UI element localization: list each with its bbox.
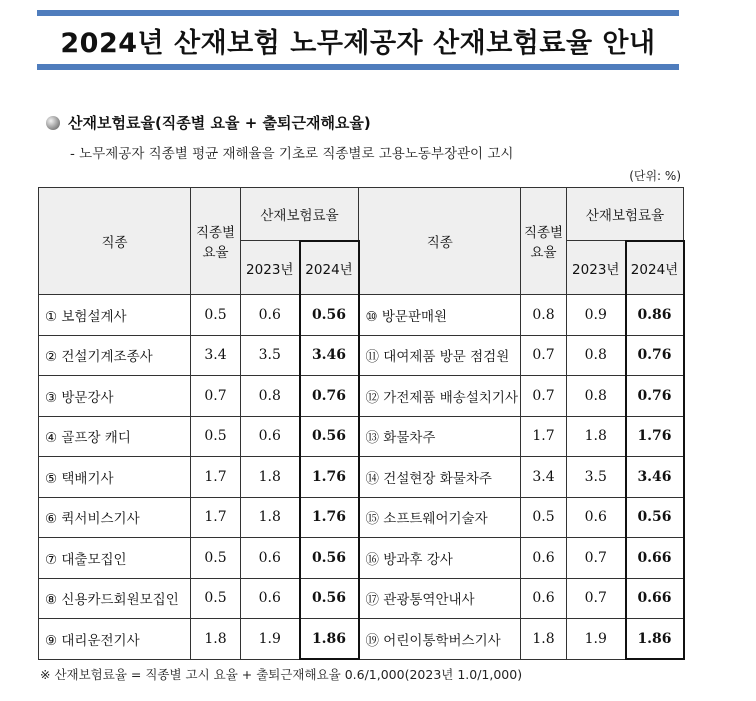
job-rate-cell: 0.6 xyxy=(521,578,567,619)
job-rate-cell: 0.5 xyxy=(521,497,567,538)
table-row xyxy=(39,295,684,336)
job-name-cell: ② 건설기계조종사 xyxy=(39,335,191,376)
table-row xyxy=(39,376,684,417)
rate-2024-cell: 0.66 xyxy=(626,538,684,579)
job-rate-cell: 0.5 xyxy=(191,578,241,619)
table-row xyxy=(39,619,684,660)
rate-2024-cell: 1.86 xyxy=(626,619,684,660)
job-name-cell: ⑲ 어린이통학버스기사 xyxy=(359,619,521,660)
job-rate-cell: 3.4 xyxy=(191,335,241,376)
rate-2023-cell: 0.9 xyxy=(567,295,626,336)
job-name-cell: ① 보험설계사 xyxy=(39,295,191,336)
table-row xyxy=(39,497,684,538)
job-name-cell: ⑯ 방과후 강사 xyxy=(359,538,521,579)
header-2023-right: 2023년 xyxy=(567,241,626,295)
rate-2024-cell: 1.76 xyxy=(300,457,359,498)
header-job-right: 직종 xyxy=(359,188,521,295)
job-name-cell: ⑥ 퀵서비스기사 xyxy=(39,497,191,538)
rate-2023-cell: 1.9 xyxy=(567,619,626,660)
rate-2023-cell: 0.6 xyxy=(241,578,300,619)
job-rate-cell: 0.7 xyxy=(191,376,241,417)
rate-2024-cell: 1.76 xyxy=(626,416,684,457)
section-note: - 노무제공자 직종별 평균 재해율을 기초로 직종별로 고용노동부장관이 고시 xyxy=(70,146,514,162)
rate-2023-cell: 0.6 xyxy=(241,538,300,579)
rate-2024-cell: 1.86 xyxy=(300,619,359,660)
header-2023-left: 2023년 xyxy=(241,241,300,295)
job-rate-cell: 1.7 xyxy=(521,416,567,457)
rate-2023-cell: 0.6 xyxy=(241,295,300,336)
table-row xyxy=(39,416,684,457)
table-row xyxy=(39,335,684,376)
header-premium-left: 산재보험료율 xyxy=(241,188,359,241)
rate-2024-cell: 1.76 xyxy=(300,497,359,538)
job-name-cell: ⑤ 택배기사 xyxy=(39,457,191,498)
rate-2023-cell: 0.6 xyxy=(241,416,300,457)
header-job-left: 직종 xyxy=(39,188,191,295)
job-name-cell: ⑩ 방문판매원 xyxy=(359,295,521,336)
table-row xyxy=(39,578,684,619)
job-rate-cell: 1.8 xyxy=(191,619,241,660)
rate-2023-cell: 3.5 xyxy=(567,457,626,498)
rate-2023-cell: 0.7 xyxy=(567,538,626,579)
job-name-cell: ⑭ 건설현장 화물차주 xyxy=(359,457,521,498)
footnote: ※ 산재보험료율 = 직종별 고시 요율 + 출퇴근재해요율 0.6/1,000(2023년 1.0/1,000) xyxy=(40,667,523,682)
title-banner xyxy=(37,10,679,70)
rate-2024-cell: 0.56 xyxy=(626,497,684,538)
job-name-cell: ④ 골프장 캐디 xyxy=(39,416,191,457)
rate-2023-cell: 0.8 xyxy=(241,376,300,417)
rate-2024-cell: 0.56 xyxy=(300,295,359,336)
job-rate-cell: 0.7 xyxy=(521,335,567,376)
job-rate-cell: 1.8 xyxy=(521,619,567,660)
job-name-cell: ⑫ 가전제품 배송설치기사 xyxy=(359,376,521,417)
rate-2023-cell: 0.8 xyxy=(567,376,626,417)
job-name-cell: ⑮ 소프트웨어기술자 xyxy=(359,497,521,538)
bullet-icon xyxy=(46,116,60,130)
job-rate-cell: 0.6 xyxy=(521,538,567,579)
rate-2024-cell: 0.56 xyxy=(300,416,359,457)
rate-2024-cell: 0.66 xyxy=(626,578,684,619)
section-heading xyxy=(46,112,371,133)
rate-2023-cell: 0.6 xyxy=(567,497,626,538)
job-rate-cell: 0.5 xyxy=(191,295,241,336)
rate-2023-cell: 1.8 xyxy=(241,457,300,498)
rate-2024-cell: 0.56 xyxy=(300,578,359,619)
job-name-cell: ⑨ 대리운전기사 xyxy=(39,619,191,660)
rates-table xyxy=(38,187,685,660)
rate-2023-cell: 0.7 xyxy=(567,578,626,619)
job-rate-cell: 1.7 xyxy=(191,457,241,498)
job-rate-cell: 3.4 xyxy=(521,457,567,498)
header-2024-right: 2024년 xyxy=(626,241,684,295)
rate-2024-cell: 3.46 xyxy=(300,335,359,376)
rate-2023-cell: 0.8 xyxy=(567,335,626,376)
job-name-cell: ⑪ 대여제품 방문 점검원 xyxy=(359,335,521,376)
job-name-cell: ⑰ 관광통역안내사 xyxy=(359,578,521,619)
job-rate-cell: 0.8 xyxy=(521,295,567,336)
header-premium-right: 산재보험료율 xyxy=(567,188,684,241)
job-name-cell: ⑧ 신용카드회원모집인 xyxy=(39,578,191,619)
rate-2024-cell: 0.56 xyxy=(300,538,359,579)
job-rate-cell: 1.7 xyxy=(191,497,241,538)
job-rate-cell: 0.5 xyxy=(191,416,241,457)
rate-2024-cell: 3.46 xyxy=(626,457,684,498)
header-job-rate-left: 직종별 요율 xyxy=(191,188,241,295)
rate-2023-cell: 1.9 xyxy=(241,619,300,660)
job-rate-cell: 0.7 xyxy=(521,376,567,417)
rate-2024-cell: 0.86 xyxy=(626,295,684,336)
table-row xyxy=(39,538,684,579)
page-title: 2024년 산재보험 노무제공자 산재보험료율 안내 xyxy=(60,27,656,59)
header-2024-left: 2024년 xyxy=(300,241,359,295)
job-name-cell: ③ 방문강사 xyxy=(39,376,191,417)
rate-2023-cell: 1.8 xyxy=(241,497,300,538)
job-name-cell: ⑦ 대출모집인 xyxy=(39,538,191,579)
job-name-cell: ⑬ 화물차주 xyxy=(359,416,521,457)
rate-2023-cell: 1.8 xyxy=(567,416,626,457)
section-heading-text: 산재보험료율(직종별 요율 + 출퇴근재해요율) xyxy=(68,114,371,132)
rate-2024-cell: 0.76 xyxy=(626,376,684,417)
table-row xyxy=(39,457,684,498)
rate-2024-cell: 0.76 xyxy=(300,376,359,417)
unit-label: (단위: %) xyxy=(629,169,681,183)
rate-2024-cell: 0.76 xyxy=(626,335,684,376)
rate-2023-cell: 3.5 xyxy=(241,335,300,376)
job-rate-cell: 0.5 xyxy=(191,538,241,579)
header-job-rate-right: 직종별 요율 xyxy=(521,188,567,295)
